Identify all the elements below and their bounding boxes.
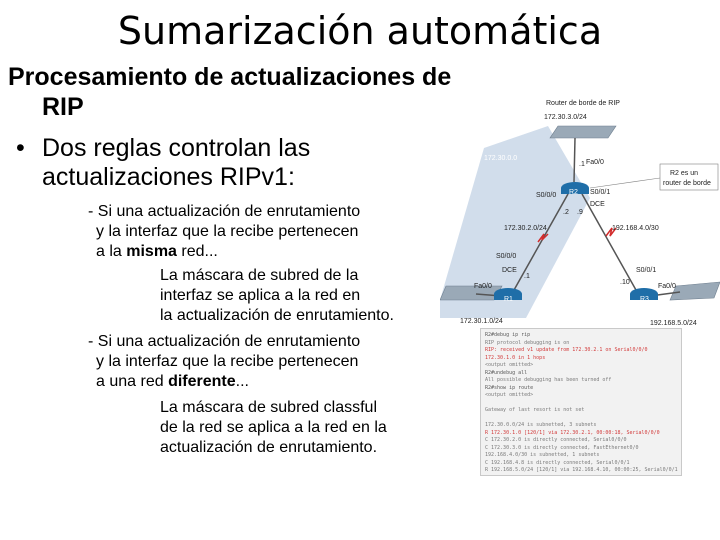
net-r2-r1-label: 172.30.2.0/24 [504,225,547,232]
r1-s000-label: S0/0/0 [496,253,517,260]
r3-fa00-label: Fa0/0 [658,283,676,290]
r2-dce-label: DCE [590,201,605,208]
console-line: R 172.30.1.0 [120/1] via 172.30.2.1, 00:00:18, Serial0/0/0 [485,429,660,436]
r2-note-pointer [590,178,660,188]
console-output-panel [480,328,682,476]
border-router-label: Router de borde de RIP [546,100,620,107]
r2-note-line2: router de borde [663,180,711,187]
router-r1-label: R1 [504,296,513,303]
r3-s001-host: .10 [620,279,630,286]
rule1-condition [88,202,360,262]
r2-s001-label: S0/0/1 [590,189,611,196]
r3-lan-platform [670,282,720,300]
console-line: C 172.30.2.0 is directly connected, Serial0/0/0 [485,437,627,443]
console-line: R2#undebug all [485,369,528,376]
network-topology-diagram [440,90,720,330]
rule1-result2: interfaz se aplica a la red en [160,287,361,304]
console-line: R2#debug ip rip [485,332,531,338]
rule2-line3-post: ... [235,373,249,390]
rule1-result1: La máscara de subred de la [160,267,359,284]
rule2-line1: - Si una actualización de enrutamiento [88,333,361,350]
link-r2-lan [574,138,575,182]
r2-note-line1: R2 es un [670,170,699,177]
r1-s000-host: .1 [524,273,530,280]
rule1-result3: la actualización de enrutamiento. [160,307,394,324]
net-r3-lan-label: 192.168.5.0/24 [650,320,697,327]
r2-s000-host: .2 [563,209,569,216]
console-line: <output omitted> [485,362,534,368]
rule2-line3 [88,372,360,392]
bullet-line2: actualizaciones RIPv1: [42,163,295,191]
r2-s000-label: S0/0/0 [536,192,557,199]
net-r2-lan-label: 172.30.3.0/24 [544,114,587,121]
rule1-result [160,266,394,326]
rule2-result [160,398,387,458]
r2-lan-platform [550,126,616,138]
console-line: RIP: received v1 update from 172.30.2.1 on Serial0/0/0 [485,347,648,353]
bullet-dot: • [16,134,25,162]
bullet-line1: Dos reglas controlan las [42,134,311,162]
console-line: All possible debugging has been turned off [485,377,612,383]
link-r2-r3 [582,194,636,290]
rule2-result1: La máscara de subred classful [160,399,377,416]
rule1-line3-post: red... [176,243,218,260]
rule2-line3-bold: diferente [168,373,236,390]
net-r2-r3-label: 192.168.4.0/30 [612,225,659,232]
r2-fa00-label: Fa0/0 [586,159,604,166]
rule1-line3-pre: a la [96,243,127,260]
console-line: Gateway of last resort is not set [485,407,585,413]
rule2-result2: de la red se aplica a la red en la [160,419,387,436]
r2-fa00-host: .1 [579,161,585,168]
rule1-line1: - Si una actualización de enrutamiento [88,203,361,220]
console-line: <output omitted> [485,392,534,398]
router-r3-label: R3 [640,296,649,303]
r1-fa00-label: Fa0/0 [474,283,492,290]
slide-heading-line1: Procesamiento de actualizaciones de [8,63,452,91]
rule1-line3-bold: misma [126,243,177,260]
console-line: C 192.168.4.8 is directly connected, Serial0/0/1 [485,459,630,466]
router-r2-label: R2 [569,189,578,196]
console-line: C 172.30.3.0 is directly connected, FastEthernet0/0 [485,444,639,451]
rule2-line2: y la interfaz que la recibe pertenecen [96,353,359,370]
console-line: 192.168.4.0/30 is subnetted, 1 subnets [485,452,600,458]
console-line: RIP protocol debugging is on [485,339,570,346]
slide-heading [8,62,451,122]
slide-heading-line2: RIP [42,93,84,121]
r1-dce-label: DCE [502,267,517,274]
rule2-condition [88,332,360,392]
net-r1-lan-label: 172.30.1.0/24 [460,318,503,325]
rule1-line3 [88,242,360,262]
rule2-line3-pre: a una red [96,373,169,390]
console-line: 172.30.0.0/24 is subnetted, 3 subnets [485,422,597,428]
console-line: R2#show ip route [485,384,534,391]
r2-s001-host: .9 [577,209,583,216]
console-line: R 192.168.5.0/24 [120/1] via 192.168.4.10, 00:00:25, Serial0/0/1 [485,467,678,473]
bullet-point [16,134,456,192]
console-line: 172.30.1.0 in 1 hops [485,354,546,361]
net-172-30-label: 172.30.0.0 [484,155,518,162]
r3-s001-label: S0/0/1 [636,267,657,274]
rule1-line2: y la interfaz que la recibe pertenecen [96,223,359,240]
r1-lan-platform [440,286,502,300]
rule2-result3: actualización de enrutamiento. [160,439,378,456]
slide-title: Sumarización automática [117,9,603,53]
